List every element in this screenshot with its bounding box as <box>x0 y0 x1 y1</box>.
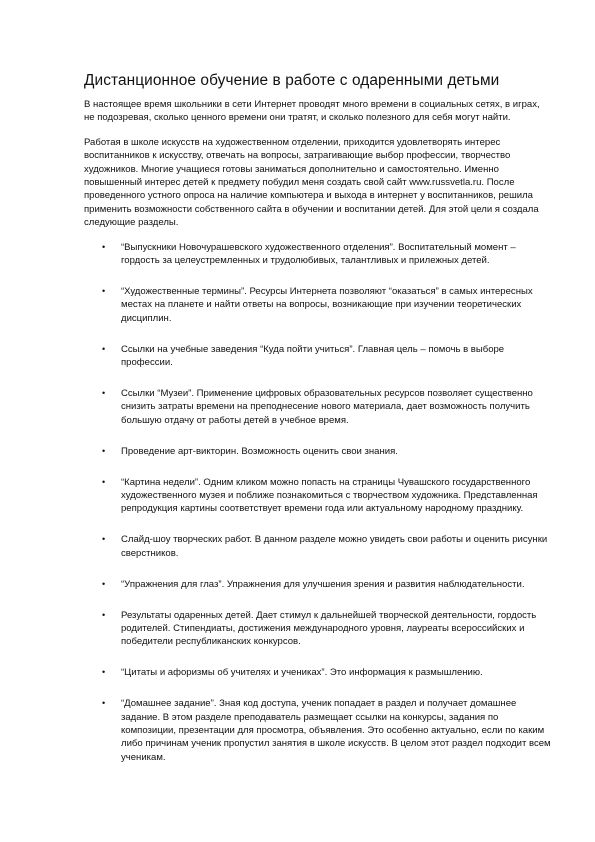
list-item <box>102 533 552 560</box>
list-item <box>102 387 552 427</box>
list-item-text: “Картина недели”. Одним кликом можно попасть на страницы Чувашского государственного художественного музея и поближе познакомиться с творчеством художника. Представленная репродукция картины соответствует времени года или актуальному народному празднику. <box>121 476 538 515</box>
bullet-icon: • <box>102 285 106 296</box>
list-item-text: Ссылки “Музеи”. Применение цифровых образовательных ресурсов позволяет существенно снизить затраты времени на преподнесение нового материала, дает возможность получить большую отдачу от работы детей в учебное время. <box>121 388 533 426</box>
bullet-icon: • <box>102 534 106 545</box>
bullet-icon: • <box>102 445 106 456</box>
intro-paragraph: В настоящее время школьники в сети Интернет проводят много времени в социальных сетях, в играх, не подозревая, сколько ценного времени они тратят, и сколько полезного для себя могут найти. <box>84 99 540 124</box>
list-item <box>102 476 552 516</box>
document-body <box>84 98 552 782</box>
list-item-text: Слайд-шоу творческих работ. В данном разделе можно увидеть свои работы и оценить рисунки сверстников. <box>121 534 548 559</box>
list-item <box>102 445 552 458</box>
bullet-icon: • <box>102 388 106 398</box>
bullet-icon: • <box>102 343 106 354</box>
list-item-text: Проведение арт-викторин. Возможность оценить свои знания. <box>121 445 398 457</box>
list-item <box>102 241 552 268</box>
list-item <box>102 666 552 679</box>
bullet-icon: • <box>102 476 106 487</box>
bullet-icon: • <box>102 698 106 709</box>
context-paragraph: Работая в школе искусств на художественном отделении, приходится удовлетворять интерес воспитанников к искусству, отвечать на вопросы, затрагивающие выбор профессии, творчество художников. Многие учащиеся готовы заниматься дополнительно и самостоятельно. Именно повышенный интерес детей к предмету побудил меня создать свой сайт www.russvetla.ru. После проведенного устного опроса на наличие компьютера и выхода в интернет у воспитанников, решила применить возможности собственного сайта в обучении и воспитании детей. Для этой цели я создала следующие разделы. <box>84 136 539 229</box>
list-item-text: Ссылки на учебные заведения “Куда пойти учиться”. Главная цель – помочь в выборе профессии. <box>121 343 505 369</box>
document-title: Дистанционное обучение в работе с одаренными детьми <box>84 72 500 89</box>
list-item-text: Результаты одаренных детей. Дает стимул к дальнейшей творческой деятельности, гордость родителей. Стипендиаты, достижения международного уровня, лауреаты всероссийских и победители республиканских конкурсов. <box>121 609 537 648</box>
list-item-text: “Упражнения для глаз”. Упражнения для улучшения зрения и развития наблюдательности. <box>121 578 525 590</box>
list-item <box>102 343 552 370</box>
list-item <box>102 609 552 649</box>
list-item <box>102 285 552 325</box>
bullet-icon: • <box>102 609 106 620</box>
bullet-icon: • <box>102 578 106 589</box>
list-item-text: “Художественные термины”. Ресурсы Интернета позволяют “оказаться” в самых интересных местах на планете и найти ответы на вопросы, возникающие при изучении теоретических дисциплин. <box>121 285 533 324</box>
bullet-icon: • <box>102 667 106 678</box>
list-item <box>102 697 552 764</box>
list-item <box>102 578 552 591</box>
bullet-icon: • <box>102 241 106 252</box>
sections-list <box>84 241 552 765</box>
list-item-text: “Выпускники Новочурашевского художественного отделения”. Воспитательный момент – гордость за целеустремленных и трудолюбивых, талантливых и прилежных детей. <box>121 241 516 267</box>
list-item-text: “Цитаты и афоризмы об учителях и учениках”. Это информация к размышлению. <box>121 667 483 679</box>
list-item-text: “Домашнее задание”. Зная код доступа, ученик попадает в раздел и получает домашнее задание. В этом разделе преподаватель размещает ссылки на конкурсы, задания по композиции, презентации для просмотра, объявления. Это особенно актуально, если по каким либо причинам ученик пропустил занятия в школе искусств. В целом этот раздел подходит всем ученикам. <box>121 698 551 763</box>
